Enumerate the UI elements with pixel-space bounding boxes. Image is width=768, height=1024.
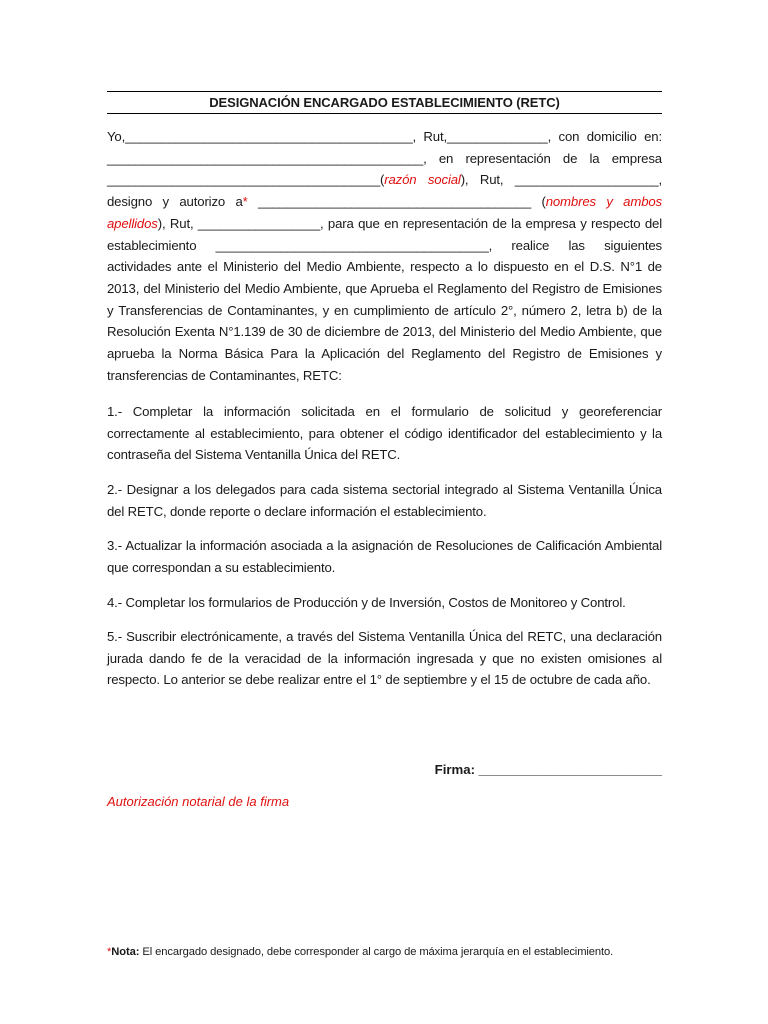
document-title: DESIGNACIÓN ENCARGADO ESTABLECIMIENTO (RETC) <box>107 91 662 114</box>
intro-text-4: ), Rut, _________________, para que en representación de la empresa y respecto del establecimiento ______________________________________, realice las siguientes actividades ante el Ministerio del Medio Ambiente, respecto a lo dispuesto en el D.S. N°1 de 2013, del Ministerio del Medio Ambiente, que Aprueba el Reglamento del Registro de Emisiones y Transferencias de Contaminantes, y en cumplimiento de artículo 2°, número 2, letra b) de la Resolución Exenta N°1.139 de 30 de diciembre de 2013, del Ministerio del Medio Ambiente, que aprueba la Norma Básica Para la Aplicación del Reglamento del Registro de Emisiones y transferencias de Contaminantes, RETC: <box>107 215 662 383</box>
activity-item-3: 3.- Actualizar la información asociada a la asignación de Resoluciones de Calificación Ambiental que correspondan a su establecimiento. <box>107 538 662 575</box>
footnote-label: Nota: <box>111 946 140 958</box>
activity-item-4: 4.- Completar los formularios de Producción y de Inversión, Costos de Monitoreo y Control. <box>107 595 626 610</box>
intro-text-3: ______________________________________ ( <box>247 194 546 210</box>
document-page <box>107 0 662 1024</box>
footnote-asterisk: * <box>107 946 112 958</box>
activity-item-5: 5.- Suscribir electrónicamente, a través del Sistema Ventanilla Única del RETC, una declaración jurada dando fe de la veracidad de la información ingresada y que no existen omisiones al respecto. Lo anterior se debe realizar entre el 1° de septiembre y el 15 de octubre de cada año. <box>107 629 662 688</box>
razon-social-hint: razón social <box>384 172 461 188</box>
activity-item-1: 1.- Completar la información solicitada en el formulario de solicitud y georeferenciar correctamente al establecimiento, para obtener el código identificador del establecimiento y la contraseña del Sistema Ventanilla Única del RETC. <box>107 404 662 463</box>
intro-text-1: Yo,________________________________________, Rut,______________, con domicilio en: ____________________________________________, en representación de la empresa ______________________________________( <box>107 129 662 188</box>
nombres-hint: nombres y ambos apellidos <box>107 194 663 231</box>
intro-text-2: ), Rut, ____________________, designo y autorizo a <box>107 172 662 210</box>
intro-paragraph <box>107 126 662 386</box>
signature-line: Firma: _________________________ <box>434 762 662 777</box>
activity-item-2: 2.- Designar a los delegados para cada sistema sectorial integrado al Sistema Ventanilla Única del RETC, donde reporte o declare información el establecimiento. <box>107 482 662 519</box>
notarial-authorization: Autorización notarial de la firma <box>107 794 290 809</box>
footnote <box>107 946 613 958</box>
footnote-text: El encargado designado, debe corresponder al cargo de máxima jerarquía en el establecimiento. <box>139 946 614 958</box>
required-asterisk: * <box>242 194 248 210</box>
